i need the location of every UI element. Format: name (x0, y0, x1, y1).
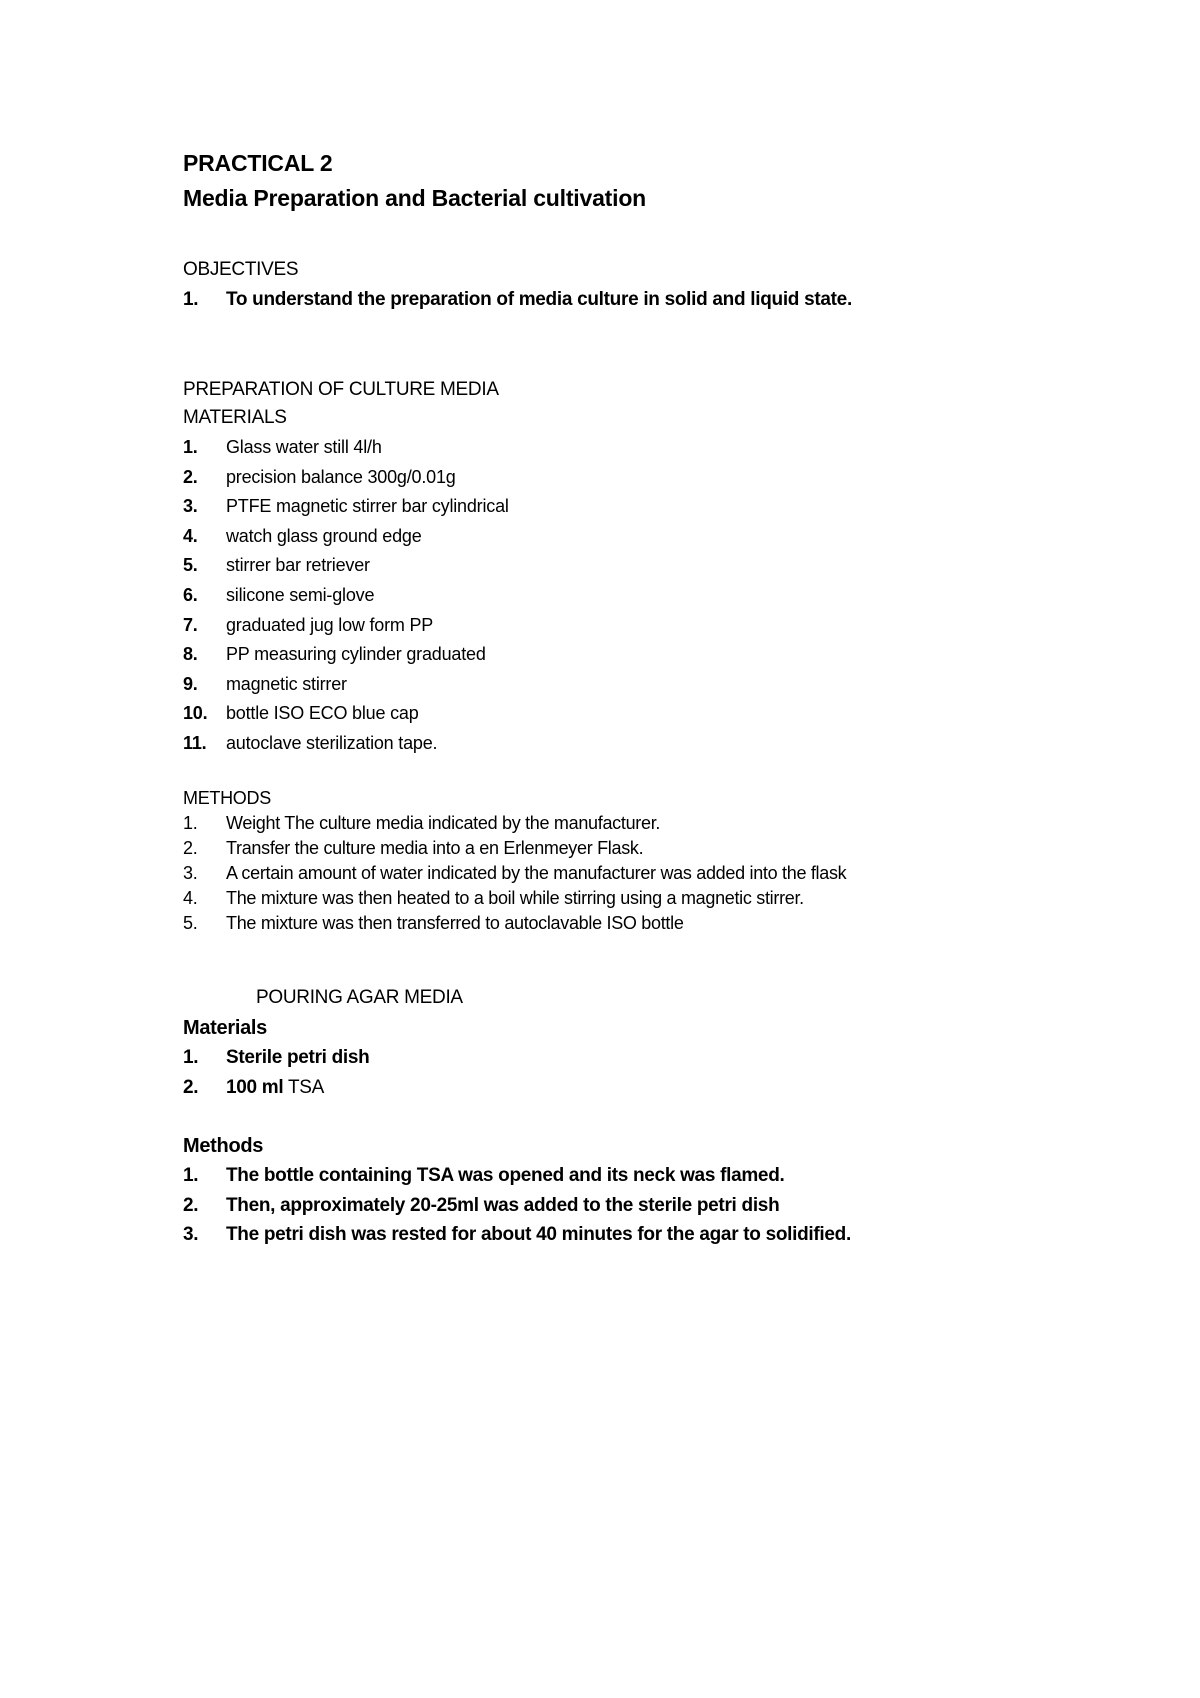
list-number: 5. (183, 913, 198, 933)
list-item (183, 1191, 851, 1221)
agar-methods-list (183, 1161, 851, 1250)
agar-methods-section (183, 1131, 851, 1250)
agar-heading-block (256, 983, 463, 1013)
list-item (183, 551, 509, 581)
agar-methods-heading: Methods (183, 1135, 264, 1157)
list-number: 2. (183, 1076, 199, 1098)
list-number: 1. (183, 1047, 199, 1068)
culture-media-heading: PREPARATION OF CULTURE MEDIA (183, 379, 499, 400)
list-item (183, 1043, 369, 1073)
list-text: TSA (283, 1076, 325, 1098)
list-text: watch glass ground edge (226, 525, 422, 546)
list-text: The petri dish was rested for about 40 minutes for the agar to solidified. (226, 1224, 851, 1245)
list-item (183, 670, 509, 700)
list-text: silicone semi-glove (226, 584, 375, 605)
list-item (183, 729, 509, 759)
page-title: Media Preparation and Bacterial cultivation (183, 185, 647, 211)
list-text: autoclave sterilization tape. (226, 732, 438, 753)
list-text: Then, approximately 20-25ml was added to the sterile petri dish (226, 1194, 780, 1216)
list-number: 1. (183, 813, 198, 833)
list-text: bottle ISO ECO blue cap (226, 703, 419, 724)
agar-heading: POURING AGAR MEDIA (256, 987, 463, 1008)
document-header (183, 146, 646, 216)
list-text: PTFE magnetic stirrer bar cylindrical (226, 496, 509, 517)
list-item (183, 861, 846, 886)
list-text: The mixture was then transferred to autoclavable ISO bottle (226, 913, 684, 933)
list-number: 7. (183, 614, 198, 635)
list-number: 3. (183, 496, 198, 517)
list-number: 8. (183, 644, 198, 665)
list-item (183, 911, 846, 936)
list-number: 2. (183, 466, 198, 487)
methods-heading: METHODS (183, 788, 271, 808)
list-number: 3. (183, 1224, 199, 1245)
agar-materials-list (183, 1043, 369, 1102)
list-item (183, 640, 509, 670)
practical-number: PRACTICAL 2 (183, 150, 333, 176)
list-item (183, 285, 852, 315)
materials-heading: MATERIALS (183, 407, 287, 428)
objectives-section (183, 255, 852, 315)
list-number: 1. (183, 289, 199, 310)
list-text: Sterile petri dish (226, 1047, 370, 1068)
agar-materials-heading: Materials (183, 1017, 268, 1039)
list-text: The mixture was then heated to a boil while stirring using a magnetic stirrer. (226, 888, 804, 908)
materials-list (183, 433, 509, 759)
list-item (183, 433, 509, 463)
list-text: Glass water still 4l/h (226, 437, 382, 457)
list-text: Transfer the culture media into a en Erlenmeyer Flask. (226, 838, 644, 858)
list-text: stirrer bar retriever (226, 555, 370, 576)
list-number: 1. (183, 437, 198, 457)
list-item (183, 1161, 851, 1191)
list-item (183, 611, 509, 641)
list-number: 3. (183, 863, 198, 883)
objectives-heading: OBJECTIVES (183, 259, 299, 280)
list-text: Weight The culture media indicated by the manufacturer. (226, 813, 661, 833)
list-item (183, 811, 846, 836)
list-item (183, 492, 509, 522)
list-item (183, 1220, 851, 1250)
list-text: A certain amount of water indicated by the manufacturer was added into the flask (226, 863, 847, 883)
agar-materials-section (183, 1013, 369, 1102)
list-item (183, 463, 509, 493)
list-number: 2. (183, 1194, 199, 1216)
methods-list (183, 811, 846, 936)
list-text: magnetic stirrer (226, 673, 347, 694)
list-item (183, 886, 846, 911)
list-number: 9. (183, 673, 198, 694)
list-text: PP measuring cylinder graduated (226, 644, 486, 665)
list-number: 4. (183, 888, 198, 908)
list-number: 4. (183, 525, 198, 546)
list-item (183, 522, 509, 552)
list-number: 2. (183, 838, 198, 858)
list-text: precision balance 300g/0.01g (226, 466, 456, 487)
list-number: 5. (183, 555, 198, 576)
list-number: 6. (183, 584, 198, 605)
list-number: 1. (183, 1165, 199, 1186)
list-text: To understand the preparation of media culture in solid and liquid state. (226, 289, 852, 310)
list-item (183, 699, 509, 729)
list-number: 11. (183, 732, 207, 753)
list-item (183, 836, 846, 861)
list-item (183, 1073, 369, 1103)
culture-methods-section (183, 786, 846, 936)
list-text: The bottle containing TSA was opened and its neck was flamed. (226, 1165, 785, 1186)
culture-media-section (183, 375, 509, 759)
objectives-list (183, 285, 852, 315)
list-text-bold: 100 ml (226, 1076, 284, 1098)
list-item (183, 581, 509, 611)
list-text: graduated jug low form PP (226, 614, 434, 635)
list-number: 10. (183, 703, 208, 724)
